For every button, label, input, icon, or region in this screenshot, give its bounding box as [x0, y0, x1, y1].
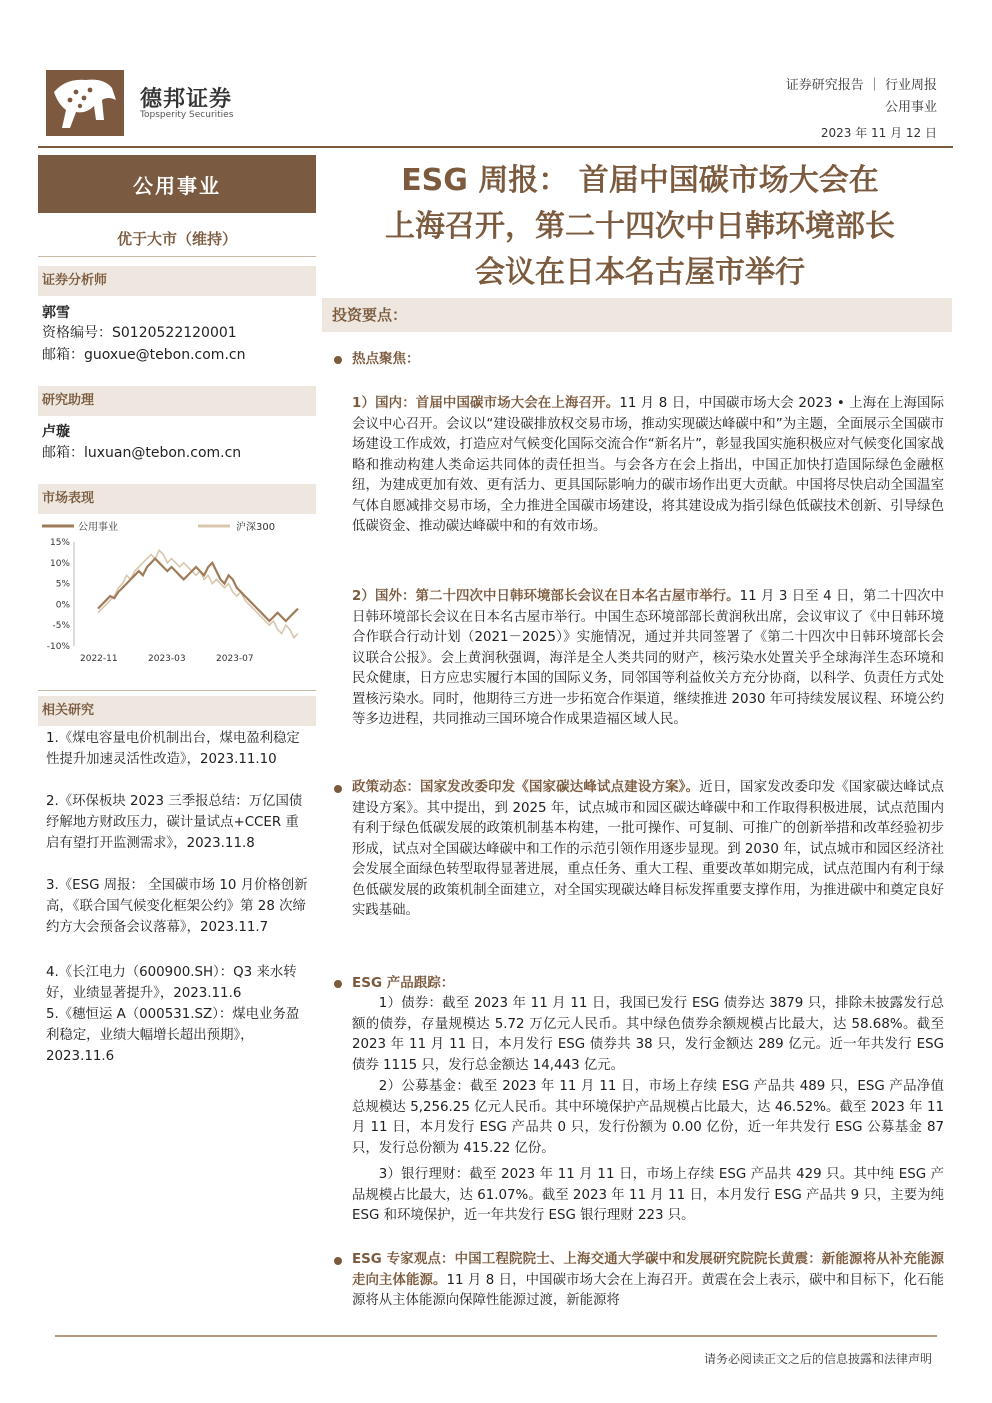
brand-name: 德邦证券	[140, 87, 233, 112]
series-line-1	[98, 550, 298, 637]
esg-heading: ESG 产品跟踪：	[352, 975, 455, 991]
legend-label-0: 公用事业	[78, 522, 118, 533]
chart-divider	[38, 690, 316, 691]
header-divider	[38, 146, 953, 148]
brand-logo	[46, 70, 124, 136]
paragraph-policy: 政策动态：国家发改委印发《国家碳达峰试点建设方案》。近日，国家发改委印发《国家碳达峰试点建设方案》。其中提出，到 2025 年，试点城市和园区碳达峰碳中和工作取得积极进展，试点范围内有利于绿色低碳发展的政策机制基本构建，一批可操作、可复制、可推广的创新举措和改革经验初步形成，试点对全国碳达峰碳中和工作的示范引领作用逐步显现。到 2030 年，试点城市和园区经济社会发展全面绿色转型取得显著进展，重点任务、重大工程、重要改革如期完成，试点范围内有利于绿色低碳发展的政策机制全面建立，对全国实现碳达峰目标发挥重要支撑作用，为推进碳中和奠定良好实践基础。	[352, 780, 944, 918]
paragraph-foreign: 2）国外：第二十四次中日韩环境部长会议在日本名古屋市举行。11 月 3 日至 4 日，第二十四次中日韩环境部长会议在日本名古屋市举行。中国生态环境部部长黄润秋出席，会议审议了《中日韩环境合作联合行动计划（2021－2025）》实施情况，通过并共同签署了《第二十四次中日韩环境部长会议联合公报》。会上黄润秋强调，海洋是全人类共同的财产，核污染水处置关乎全球海洋生态环境和民众健康，日方应忠实履行本国的国际义务，同邻国等利益攸关方充分协商，以科学、负责任方式处置核污染水。同时，他期待三方进一步拓宽合作渠道，继续推进 2030 年可持续发展议程、环境公约等多边进程，共同推动三国环境合作成果造福区域人民。	[352, 589, 944, 727]
rating-divider	[38, 256, 316, 257]
bullet-icon	[334, 1257, 342, 1265]
related-item[interactable]: 3.《ESG 周报： 全国碳市场 10 月价格创新高，《联合国气候变化框架公约》第 28 次缔约方大会预备会议落幕》，2023.11.7	[46, 878, 308, 935]
analyst-email[interactable]: 邮箱：guoxue@tebon.com.cn	[42, 347, 246, 363]
paragraph-expert: ESG 专家观点：中国工程院院士、上海交通大学碳中和发展研究院院长黄震：新能源将从补充能源走向主体能源。11 月 8 日，中国碳市场大会在上海召开。黄震在会上表示，碳中和目标下，化石能源将从主体能源向保障性能源过渡，新能源将	[352, 1252, 945, 1308]
y-tick-label: 5%	[55, 579, 70, 590]
related-item[interactable]: 1.《煤电容量电价机制出台，煤电盈利稳定性提升加速灵活性改造》，2023.11.10	[46, 731, 300, 767]
y-tick-label: -10%	[46, 642, 70, 652]
related-heading: 相关研究	[38, 696, 316, 726]
y-tick-label: -5%	[52, 621, 70, 632]
y-tick-label: 15%	[49, 538, 70, 548]
analyst-cert: 资格编号：S0120522120001	[42, 325, 237, 341]
y-tick-label: 0%	[55, 600, 70, 611]
x-tick-label: 2022-11	[80, 654, 118, 664]
market-heading: 市场表现	[38, 484, 316, 514]
paragraph-domestic: 1）国内：首届中国碳市场大会在上海召开。11 月 8 日，中国碳市场大会 2023 • 上海在上海国际会议中心召开。会议以“建设碳排放权交易市场，推动实现碳达峰碳中和”为主题，全面展示全国碳市场建设工作成效，打造应对气候变化国际交流合作“新名片”，彰显我国实施积极应对气候变化国家战略和推动构建人类命运共同体的责任担当。与会各方在会上指出，中国正加快打造国际绿色金融枢纽，为建成更加有效、更有活力、更具国际影响力的碳市场作出更大贡献。中国将尽快启动全国温室气体自愿减排交易市场，全力推进全国碳市场建设，将其建设成为指引绿色低碳技术创新、引导绿色低碳资金、推动碳达峰碳中和的有效市场。	[352, 396, 944, 534]
report-sector: 公用事业	[884, 100, 937, 115]
paragraph-wealth: 3）银行理财：截至 2023 年 11 月 11 日，市场上存续 ESG 产品共 429 只。其中纯 ESG 产品规模占比最大，达 61.07%。截至 2023 年 11 月 11 日，本月发行 ESG 产品共 9 只，主要为纯 ESG 和环境保护，近一年共发行 ESG 银行理财 223 只。	[352, 1167, 944, 1223]
leopard-icon	[46, 70, 124, 136]
report-date: 2023 年 11 月 12 日	[820, 126, 937, 140]
x-tick-label: 2023-03	[148, 654, 186, 664]
rating: 优于大市（维持）	[116, 230, 237, 248]
invest-heading: 投资要点：	[322, 298, 952, 332]
bullet-icon	[334, 785, 342, 793]
brand-name-en: Topsperity Securities	[140, 110, 234, 120]
report-type: 证券研究报告 ｜ 行业周报	[785, 78, 937, 93]
y-tick-label: 10%	[49, 558, 70, 569]
footer-disclaimer[interactable]: 请务必阅读正文之后的信息披露和法律声明	[703, 1352, 932, 1366]
assistant-email[interactable]: 邮箱：luxuan@tebon.com.cn	[42, 445, 242, 461]
footer-divider	[55, 1335, 937, 1337]
legend-label-1: 沪深300	[236, 522, 276, 533]
assistant-heading: 研究助理	[38, 386, 316, 416]
series-line-0	[98, 559, 298, 621]
paragraph-funds: 2）公募基金：截至 2023 年 11 月 11 日，市场上存续 ESG 产品共 489 只，ESG 产品净值总规模达 5,256.25 亿元人民币。其中环境保护产品规模占比最大，达 46.52%。截至 2023 年 11 月 11 日，本月发行 ESG 产品共 0 只，发行份额为 0.00 亿份，近一年共发行 ESG 公募基金 87 只，发行总份额为 415.22 亿份。	[352, 1079, 944, 1156]
sector-box: 公用事业	[38, 155, 316, 213]
related-item[interactable]: 4.《长江电力（600900.SH）：Q3 来水转好，业绩显著提升》，2023.11.6	[46, 965, 297, 1001]
hot-heading: 热点聚焦：	[352, 351, 420, 367]
paragraph-bonds: 1）债券：截至 2023 年 11 月 11 日，我国已发行 ESG 债券达 3879 只，排除未披露发行总额的债券，存量规模达 5.72 万亿元人民币。其中绿色债券余额规模占比最大，达 58.68%。截至 2023 年 11 月 11 日，本月发行 ESG 债券共 38 只，发行金额达 289 亿元。近一年共发行 ESG 债券 1115 只，发行总金额达 14,443 亿元。	[352, 996, 944, 1073]
analyst-heading: 证券分析师	[38, 266, 316, 296]
assistant-name: 卢璇	[42, 424, 70, 440]
related-item[interactable]: 5.《穗恒运 A（000531.SZ）：煤电业务盈利稳定，业绩大幅增长超出预期》，2023.11.6	[46, 1007, 300, 1064]
x-tick-label: 2023-07	[216, 654, 254, 664]
related-item[interactable]: 2.《环保板块 2023 三季报总结：万亿国债纾解地方财政压力，碳计量试点+CCER 重启有望打开监测需求》，2023.11.8	[46, 794, 303, 851]
market-chart	[38, 516, 318, 664]
analyst-name: 郭雪	[42, 305, 70, 321]
bullet-icon	[334, 356, 342, 364]
report-title: ESG 周报： 首届中国碳市场大会在 上海召开，第二十四次中日韩环境部长 会议在日本名古屋市举行	[385, 163, 895, 290]
bullet-icon	[334, 980, 342, 988]
